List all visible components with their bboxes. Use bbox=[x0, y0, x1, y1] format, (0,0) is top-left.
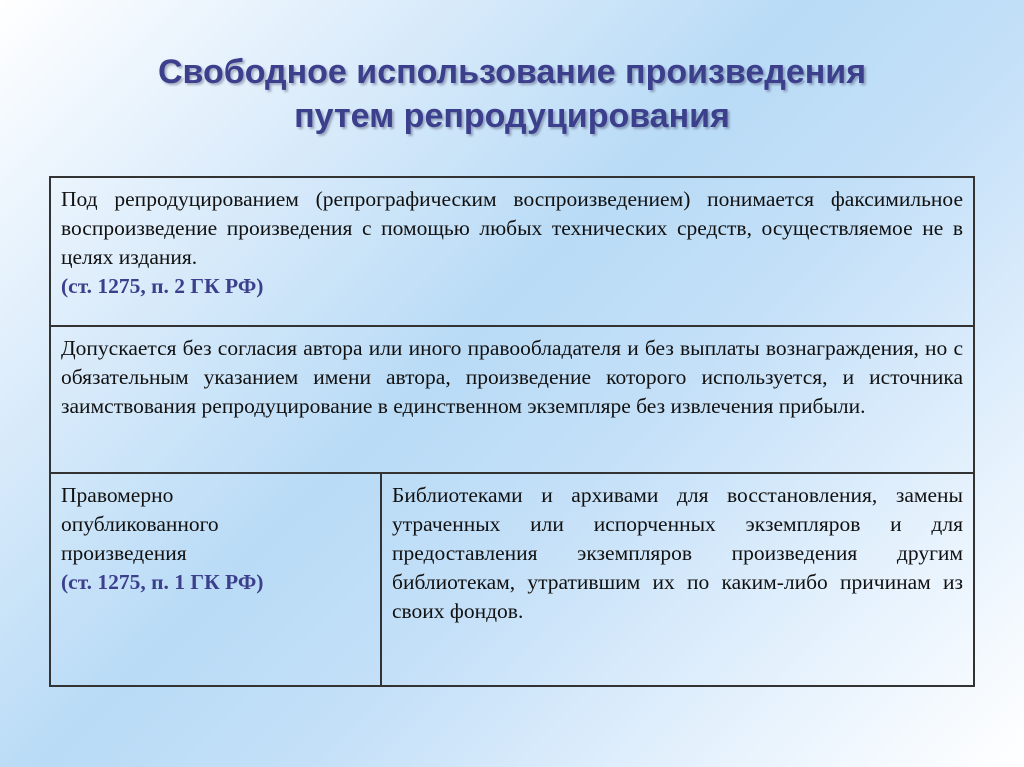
libraries-cell bbox=[381, 473, 974, 686]
definition-text: Под репродуцированием (репрографическим воспроизведением) понимается факсимильное воспроизведение произведения с помощью любых технических средств, осуществляемое не в целях издания. bbox=[61, 187, 963, 269]
lawful-work-line-1: Правомерно bbox=[61, 483, 174, 507]
lawful-work-reference: (ст. 1275, п. 1 ГК РФ) bbox=[61, 570, 264, 594]
table-row-definition bbox=[50, 177, 974, 326]
conditions-text: Допускается без согласия автора или иного правообладателя и без выплаты вознаграждения, но с обязательным указанием имени автора, произведение которого используется, и источника заимствования репродуцирование в единственном экземпляре без извлечения прибыли. bbox=[61, 336, 963, 418]
slide-title-line-1: Свободное использование произведения bbox=[157, 53, 867, 91]
content-table bbox=[49, 176, 975, 687]
table-row-conditions bbox=[50, 326, 974, 473]
lawful-work-line-3: произведения bbox=[61, 541, 187, 565]
definition-cell bbox=[50, 177, 974, 326]
lawful-work-cell bbox=[50, 473, 381, 686]
slide-title-line-2: путем репродуцирования bbox=[294, 97, 730, 135]
definition-reference: (ст. 1275, п. 2 ГК РФ) bbox=[61, 274, 264, 298]
slide-title bbox=[40, 50, 984, 138]
table-row-libraries bbox=[50, 473, 974, 686]
libraries-text: Библиотеками и архивами для восстановления, замены утраченных или испорченных экземпляров и для предоставления экземпляров произведения другим библиотекам, утратившим их по каким-либо причинам из своих фондов. bbox=[392, 483, 963, 623]
lawful-work-line-2: опубликованного bbox=[61, 512, 219, 536]
conditions-cell bbox=[50, 326, 974, 473]
